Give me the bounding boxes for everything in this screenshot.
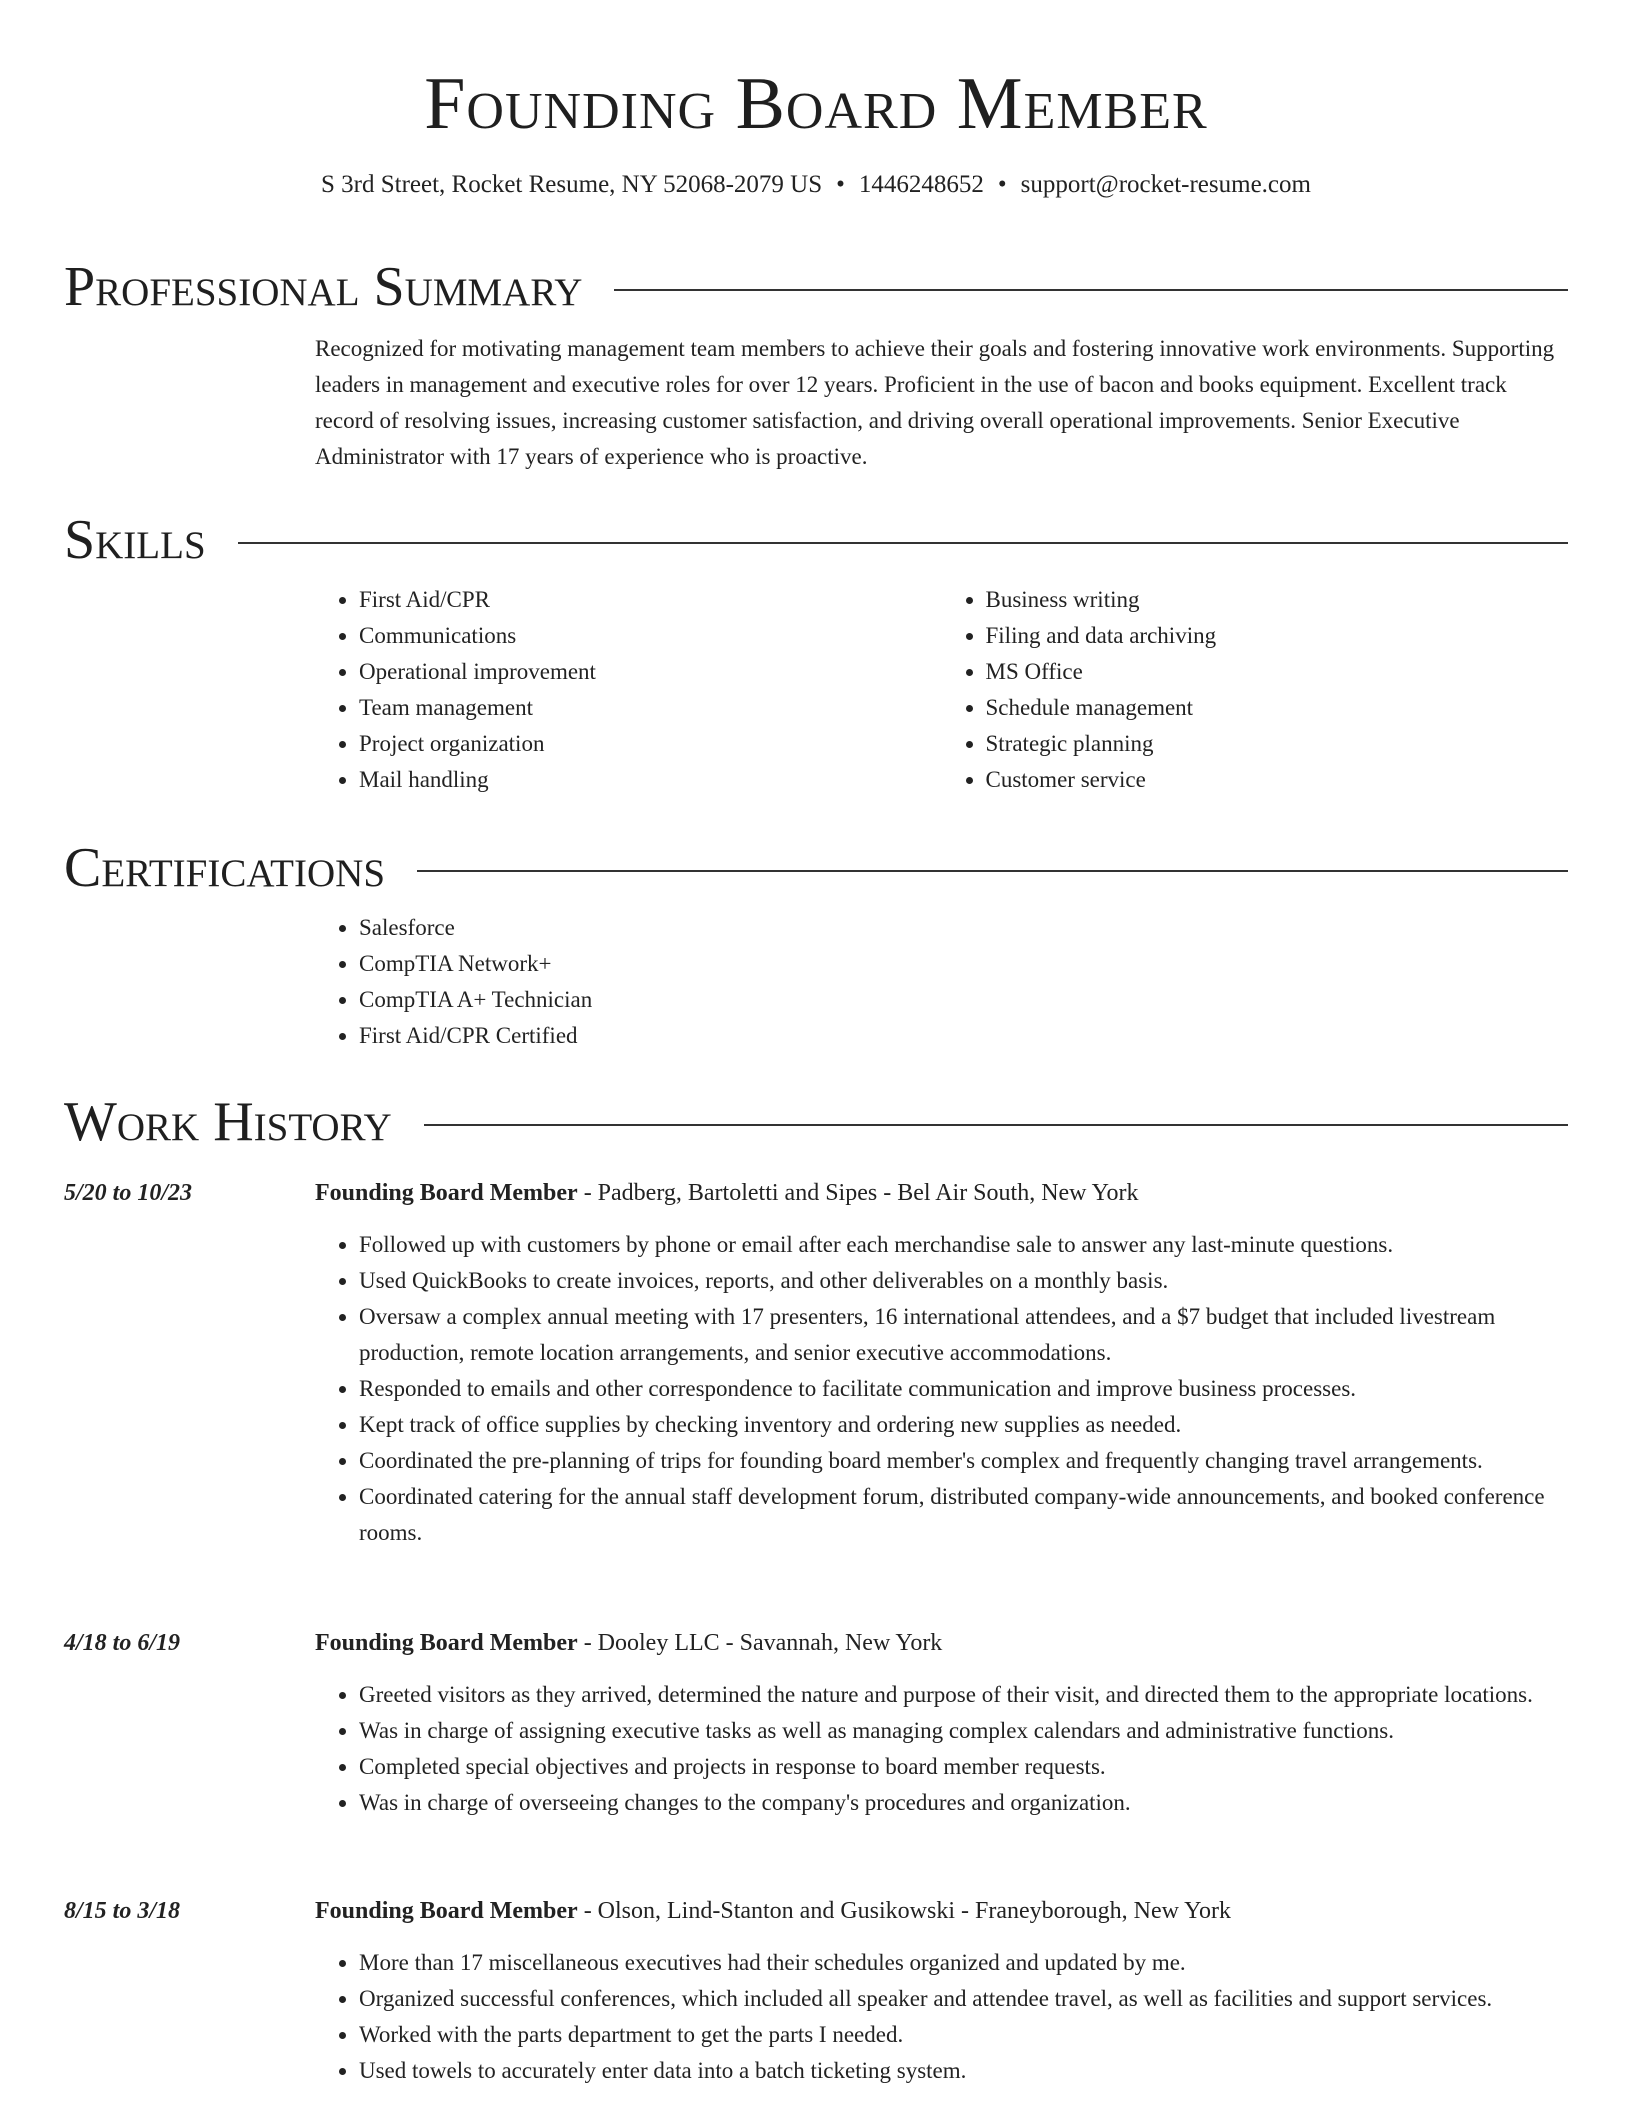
skill-item: • Schedule management [986,690,1569,726]
job-bullet: • Coordinated the pre-planning of trips for founding board member's complex and frequently changing travel arrangements. [359,1443,1568,1479]
contact-address: S 3rd Street, Rocket Resume, NY 52068-2079 US [321,171,823,198]
skill-item: • First Aid/CPR [359,582,942,618]
section-divider [424,1124,1568,1126]
work-history-header [64,1090,1568,1154]
skill-item: • Customer service [986,762,1569,798]
job-bullets [315,1677,1568,1821]
section-divider [238,542,1568,544]
skills-list-left [315,582,942,798]
certifications-list [315,910,1568,1054]
skill-item: • Operational improvement [359,654,942,690]
resume-name: Founding Board Member [424,63,1208,145]
job-company: - Dooley LLC - Savannah, New York [577,1630,943,1656]
skill-item: • Team management [359,690,942,726]
summary-section [64,255,1568,475]
job-dates: 4/18 to 6/19 [64,1630,181,1656]
section-title: Professional Summary [64,256,583,318]
job-bullet: • Oversaw a complex annual meeting with 17 presenters, 16 international attendees, and a $7 budget that included livestream production, remote location arrangements, and senior executive accommodations. [359,1299,1568,1371]
skill-item: • Filing and data archiving [986,618,1569,654]
contact-separator: • [997,171,1007,198]
certifications-section [64,836,1568,1054]
job-bullet: • Completed special objectives and projects in response to board member requests. [359,1749,1568,1785]
job-bullet: • Was in charge of assigning executive tasks as well as managing complex calendars and administrative functions. [359,1713,1568,1749]
job-heading [315,1893,1231,1929]
certification-item: • Salesforce [359,910,1568,946]
skill-item: • Project organization [359,726,942,762]
skills-section [64,508,1568,798]
job-dates: 5/20 to 10/23 [64,1180,193,1206]
job-bullet: • Followed up with customers by phone or email after each merchandise sale to answer any last-minute questions. [359,1227,1568,1263]
section-title: Certifications [64,837,386,899]
section-divider [417,870,1568,872]
skill-item: • Communications [359,618,942,654]
skill-item: • Strategic planning [986,726,1569,762]
job-bullet: • More than 17 miscellaneous executives had their schedules organized and updated by me. [359,1945,1568,1981]
job-bullet: • Organized successful conferences, which included all speaker and attendee travel, as well as facilities and support services. [359,1981,1568,2017]
job-bullet: • Used QuickBooks to create invoices, reports, and other deliverables on a monthly basis. [359,1263,1568,1299]
job-bullet: • Greeted visitors as they arrived, determined the nature and purpose of their visit, and directed them to the appropriate locations. [359,1677,1568,1713]
section-title: Skills [64,509,206,571]
contact-separator: • [836,171,845,198]
job-bullet: • Coordinated catering for the annual staff development forum, distributed company-wide announcements, and booked conference rooms. [359,1479,1568,1551]
contact-phone: 1446248652 [858,171,984,198]
section-title: Work History [64,1091,392,1153]
job-entry [64,1175,1568,1551]
section-divider [614,289,1568,291]
job-heading [315,1175,1139,1211]
skill-item: • Business writing [986,582,1569,618]
certification-item: • CompTIA Network+ [359,946,1568,982]
certifications-header [64,836,1568,900]
job-heading [315,1625,942,1661]
job-bullet: • Was in charge of overseeing changes to the company's procedures and organization. [359,1785,1568,1821]
certification-item: • CompTIA A+ Technician [359,982,1568,1018]
job-title: Founding Board Member [315,1898,578,1924]
job-bullet: • Kept track of office supplies by checking inventory and ordering new supplies as needed. [359,1407,1568,1443]
summary-header [64,255,1568,319]
job-dates: 8/15 to 3/18 [64,1898,181,1924]
work-history-section [64,1090,1568,1154]
certification-item: • First Aid/CPR Certified [359,1018,1568,1054]
summary-text: Recognized for motivating management team members to achieve their goals and fostering innovative work environments. Supporting leaders in management and executive roles for over 12 years. Proficient in the use of bacon and books equipment. Excellent track record of resolving issues, increasing customer satisfaction, and driving overall operational improvements. Senior Executive Administrator with 17 years of experience who is proactive. [315,336,1555,469]
job-title: Founding Board Member [315,1630,578,1656]
job-bullets [315,1945,1568,2089]
contact-email: support@rocket-resume.com [1020,171,1311,198]
job-title: Founding Board Member [315,1180,578,1206]
job-entry [64,1893,1568,2089]
job-bullet: • Used towels to accurately enter data into a batch ticketing system. [359,2053,1568,2089]
job-bullets [315,1227,1568,1551]
job-company: - Padberg, Bartoletti and Sipes - Bel Air South, New York [577,1180,1139,1206]
skills-header [64,508,1568,572]
contact-line [0,168,1632,202]
job-bullet: • Worked with the parts department to get the parts I needed. [359,2017,1568,2053]
skill-item: • Mail handling [359,762,942,798]
job-bullet: • Responded to emails and other correspondence to facilitate communication and improve business processes. [359,1371,1568,1407]
skills-list-right [942,582,1569,798]
job-entry [64,1625,1568,1821]
skill-item: • MS Office [986,654,1569,690]
job-company: - Olson, Lind-Stanton and Gusikowski - Franeyborough, New York [577,1898,1231,1924]
